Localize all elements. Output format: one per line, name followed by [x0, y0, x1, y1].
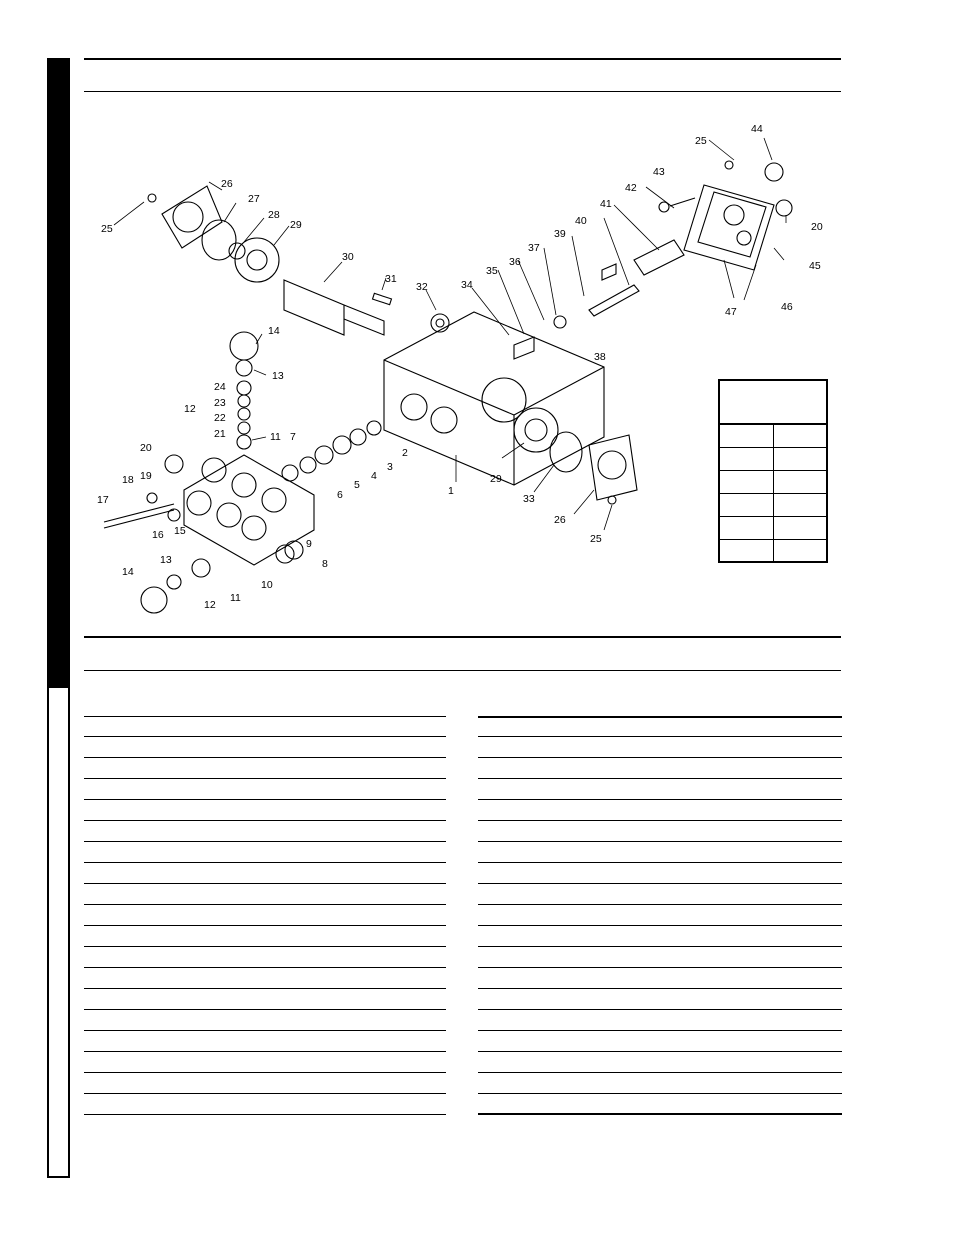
callout-43: 43	[653, 166, 665, 178]
pump-spec-row	[720, 517, 826, 540]
parts-table-row	[478, 968, 842, 989]
callout-40: 40	[575, 215, 587, 227]
callout-33: 33	[523, 493, 535, 505]
parts-table-row	[84, 989, 446, 1010]
callout-46: 46	[781, 301, 793, 313]
parts-table-row	[84, 800, 446, 821]
callout-11: 11	[270, 431, 281, 443]
parts-table-row	[84, 1031, 446, 1052]
callout-22: 22	[214, 412, 226, 424]
parts-table-row	[84, 821, 446, 842]
section-subrule	[84, 670, 841, 671]
parts-table-row	[84, 926, 446, 947]
parts-table-row	[84, 779, 446, 800]
pump-spec-row	[720, 494, 826, 517]
callout-10: 10	[261, 579, 273, 591]
parts-table-row	[84, 1094, 446, 1115]
parts-table-row	[478, 1010, 842, 1031]
parts-table-row	[478, 863, 842, 884]
parts-table-row	[84, 863, 446, 884]
callout-42: 42	[625, 182, 637, 194]
callout-7: 7	[290, 431, 296, 443]
pump-spec-row	[720, 540, 826, 562]
parts-table-row	[84, 842, 446, 863]
callout-28: 28	[268, 209, 280, 221]
parts-table-row	[84, 968, 446, 989]
callout-23: 23	[214, 397, 226, 409]
callout-31: 31	[385, 273, 397, 285]
callout-21: 21	[214, 428, 226, 440]
callout-27: 27	[248, 193, 260, 205]
callout-32: 32	[416, 281, 428, 293]
pump-spec-header	[720, 381, 826, 425]
callout-16: 16	[152, 529, 164, 541]
pump-spec-box	[718, 379, 828, 563]
parts-table-row	[478, 779, 842, 800]
callout-44: 44	[751, 123, 763, 135]
parts-table-row	[478, 758, 842, 779]
callout-11: 11	[230, 592, 241, 604]
callout-12: 12	[184, 403, 196, 415]
callout-19: 19	[140, 470, 152, 482]
callout-29: 29	[490, 473, 502, 485]
callout-12: 12	[204, 599, 216, 611]
parts-table-row	[478, 842, 842, 863]
callout-26: 26	[554, 514, 566, 526]
parts-table-left	[84, 716, 446, 1115]
callout-15: 15	[174, 525, 186, 537]
callout-25: 25	[590, 533, 602, 545]
callout-5: 5	[354, 479, 360, 491]
parts-table-row	[84, 716, 446, 737]
callout-20: 20	[140, 442, 152, 454]
callout-30: 30	[342, 251, 354, 263]
pump-spec-row	[720, 448, 826, 471]
top-rule	[84, 58, 841, 60]
parts-table-right	[478, 716, 842, 1115]
callout-36: 36	[509, 256, 521, 268]
callout-24: 24	[214, 381, 226, 393]
parts-table-row	[478, 926, 842, 947]
parts-table-row	[478, 821, 842, 842]
callout-17: 17	[97, 494, 109, 506]
parts-table-row	[84, 758, 446, 779]
callout-1: 1	[448, 485, 454, 497]
pump-spec-row	[720, 425, 826, 448]
callout-35: 35	[486, 265, 498, 277]
callout-25: 25	[101, 223, 113, 235]
parts-table-row	[84, 737, 446, 758]
callout-38: 38	[594, 351, 606, 363]
page-side-bar	[47, 58, 70, 688]
parts-table-row	[478, 1073, 842, 1094]
callout-13: 13	[160, 554, 172, 566]
parts-table-row	[478, 1031, 842, 1052]
parts-table-row	[478, 1094, 842, 1115]
parts-table-row	[84, 1010, 446, 1031]
parts-table-row	[478, 716, 842, 737]
callout-34: 34	[461, 279, 473, 291]
callout-45: 45	[809, 260, 821, 272]
parts-table-row	[478, 884, 842, 905]
callout-26: 26	[221, 178, 233, 190]
section-rule	[84, 636, 841, 638]
parts-table-row	[478, 989, 842, 1010]
callout-3: 3	[387, 461, 393, 473]
callout-18: 18	[122, 474, 134, 486]
callout-14: 14	[122, 566, 134, 578]
page-side-frame	[47, 688, 70, 1178]
callout-6: 6	[337, 489, 343, 501]
pump-spec-row	[720, 471, 826, 494]
parts-table-row	[478, 1052, 842, 1073]
parts-table-row	[478, 905, 842, 926]
callout-41: 41	[600, 198, 612, 210]
callout-39: 39	[554, 228, 566, 240]
parts-table-row	[478, 800, 842, 821]
parts-table-row	[84, 905, 446, 926]
parts-table-row	[84, 1052, 446, 1073]
callout-37: 37	[528, 242, 540, 254]
parts-table-row	[478, 947, 842, 968]
callout-47: 47	[725, 306, 737, 318]
callout-13: 13	[272, 370, 284, 382]
parts-table-row	[84, 947, 446, 968]
callout-8: 8	[322, 558, 328, 570]
callout-25: 25	[695, 135, 707, 147]
parts-table-row	[478, 737, 842, 758]
callout-4: 4	[371, 470, 377, 482]
callout-14: 14	[268, 325, 280, 337]
callout-9: 9	[306, 538, 312, 550]
parts-table-row	[84, 884, 446, 905]
callout-2: 2	[402, 447, 408, 459]
callout-20: 20	[811, 221, 823, 233]
parts-table-row	[84, 1073, 446, 1094]
callout-29: 29	[290, 219, 302, 231]
title-rule	[84, 91, 841, 92]
